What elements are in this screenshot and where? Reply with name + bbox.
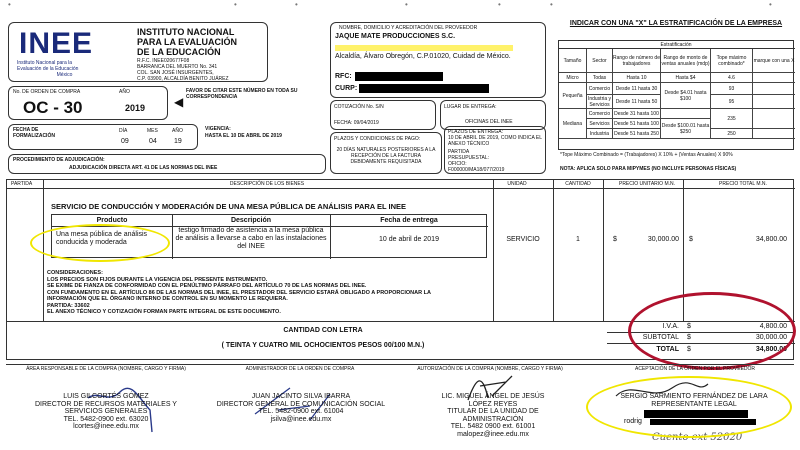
provider-name: JAQUE MATE PRODUCCIONES S.C. (335, 33, 456, 40)
vigencia-value: HASTA EL 10 DE ABRIL DE 2019 (205, 133, 282, 139)
amount-in-words-label: CANTIDAD CON LETRA (283, 327, 363, 334)
considerations (47, 270, 487, 316)
strat-cell: Desde 11 hasta 50 (613, 95, 661, 109)
month-label: MES (147, 128, 158, 134)
institution-address-line: BARRANCA DEL MUERTO No. 341 (137, 64, 218, 70)
signer-name: SERGIO SARMIENTO FERNÁNDEZ DE LARA (620, 393, 768, 400)
signer-name-cont: LÓPEZ REYES (468, 400, 518, 408)
scan-dot: • (8, 0, 11, 9)
delivery-place-label: LUGAR DE ENTREGA: (444, 104, 497, 110)
strat-cell (661, 109, 711, 119)
signer-phone: TEL. 5482-0900 ext. 63020 (63, 415, 149, 423)
procedure-box (8, 154, 326, 174)
signature-caption: ADMINISTRADOR DE LA ORDEN DE COMPRA (245, 366, 355, 372)
column-header: PARTIDA (11, 181, 33, 187)
strat-checkbox[interactable] (753, 83, 795, 95)
quote-box (330, 100, 436, 130)
considerations-title: CONSIDERACIONES: (47, 270, 103, 276)
subtable-header: Fecha de entrega (380, 217, 438, 224)
payment-terms-value: 20 DÍAS NATURALES POSTERIORES A LA RECEPCIÓN DE LA FACTURA DEBIDAMENTE REQUISITADA (336, 147, 436, 165)
delivery-terms-box (444, 126, 546, 174)
signer-title: REPRESENTANTE LEGAL (651, 400, 737, 408)
service-title: SERVICIO DE CONDUCCIÓN Y MODERACIÓN DE UNA MESA PÚBLICA DE ANÁLISIS PARA EL INEE (51, 202, 407, 211)
provider-rfc-label: RFC: (335, 73, 352, 80)
signature-caption: ÁREA RESPONSABLE DE LA COMPRA (NOMBRE, CARGO Y FIRMA) (26, 366, 186, 372)
strat-checkbox[interactable] (753, 73, 795, 83)
order-year-label: AÑO (119, 89, 130, 95)
unit-value: SERVICIO (506, 236, 540, 243)
quote-number: COTIZACIÓN No. S/N (334, 104, 384, 110)
day-value: 09 (121, 138, 129, 145)
strat-cell: Todas (587, 73, 613, 83)
table-rule (7, 188, 795, 189)
stratification-note: NOTA: APLICA SOLO PARA MIPYMES (NO INCLUYE PERSONAS FÍSICAS) (560, 166, 737, 172)
institution-name-line: INSTITUTO NACIONAL (137, 27, 235, 37)
signer-1 (6, 393, 206, 431)
logo-sub-line: Evaluación de la Educación (17, 66, 79, 72)
highlight-circle (586, 376, 792, 438)
scan-dot: • (234, 0, 237, 9)
amount-in-words: ( TEINTA Y CUATRO MIL OCHOCIENTOS PESOS 00/100 M.N.) (221, 342, 425, 349)
logo-sub-line: México (56, 72, 73, 78)
total-label: TOTAL (656, 346, 679, 353)
strat-cell: 235 (711, 109, 753, 129)
subtable-header: Descripción (230, 217, 272, 224)
strat-cell: Desde 31 hasta 100 (613, 109, 661, 119)
currency-symbol: $ (687, 334, 691, 341)
signer-email: malopez@inee.edu.mx (457, 430, 529, 438)
delivery-date: 10 de abril de 2019 (379, 236, 439, 243)
subtotal-label: SUBTOTAL (642, 334, 679, 341)
delivery-terms-value: 10 DE ABRIL DE 2019, COMO INDICA EL ANEXO TÉCNICO (448, 135, 542, 147)
payment-terms-box (330, 132, 442, 174)
month-value: 04 (149, 138, 157, 145)
subtable-header: Producto (96, 217, 128, 224)
currency-symbol: $ (687, 323, 691, 330)
strat-cell: Industria (587, 129, 613, 139)
provider-box (330, 22, 546, 98)
redaction-bar (359, 84, 489, 93)
table-rule (603, 180, 604, 321)
signer-3 (398, 393, 588, 438)
strat-cell: Mediana (559, 109, 587, 139)
stratification-subtitle: Estratificación (660, 42, 692, 48)
currency-symbol: $ (613, 236, 617, 243)
scan-dot: • (295, 0, 298, 9)
scan-dot: • (405, 0, 408, 9)
strat-cell: Hasta 10 (613, 73, 661, 83)
column-header: PRECIO TOTAL M.N. (719, 181, 767, 187)
provider-curp-label: CURP: (335, 85, 358, 92)
institution-name-line: PARA LA EVALUACIÓN (137, 37, 237, 47)
strat-header-cell: Tope máximo combinado* (711, 49, 753, 73)
logo-sub-line: Instituto Nacional para la (17, 60, 73, 66)
signer-name: LUIS GILCORTÉS GÓMEZ (63, 393, 149, 400)
total-price: 34,800.00 (755, 236, 787, 243)
consideration-line: CON FUNDAMENTO EN EL ARTÍCULO 86 DE LAS NORMAS DEL INEE, EL PRESTADOR DEL SERVICIO ESTARÁ OBLIGADO A PROPORCIONAR LA (47, 289, 431, 296)
formalization-box (8, 124, 198, 150)
institution-address (137, 58, 229, 82)
scan-edge (0, 0, 800, 10)
currency-symbol: $ (689, 236, 693, 243)
provider-address: Alcaldía, Álvaro Obregón, C.P.01020, Cuidad de México. (335, 53, 511, 60)
total-value: 34,800.00 (755, 346, 787, 353)
procedure-value: ADJUDICACIÓN DIRECTA ART. 41 DE LAS NORMAS DEL INEE (69, 165, 218, 171)
strat-cell: 4.6 (711, 73, 753, 83)
signer-title: SERVICIOS GENERALES (64, 408, 148, 415)
product-name: Una mesa pública de análisis conducida y moderada (56, 231, 148, 246)
strat-checkbox[interactable] (753, 95, 795, 109)
signer-title: ADMINISTRACIÓN (462, 415, 524, 423)
order-number-label: No. DE ORDEN DE COMPRA (13, 89, 81, 95)
strat-header-cell: Tamaño (559, 49, 587, 73)
delivery-place-value: OFICINAS DEL INEE (465, 119, 513, 125)
currency-symbol: $ (687, 346, 691, 353)
scan-dot: • (550, 0, 553, 9)
signer-email: jsilva@inee.edu.mx (270, 415, 332, 423)
table-rule (6, 364, 794, 365)
redaction-bar (355, 72, 443, 81)
strat-cell: Desde 11 hasta 30 (613, 83, 661, 95)
consideration-line: PARTIDA: 33602 (47, 302, 90, 309)
oficio-value: F000000/MA18/077/2019 (448, 167, 505, 173)
delivery-terms-label: PLAZOS DE ENTREGA: (448, 129, 504, 135)
iva-value: 4,800.00 (759, 323, 787, 330)
column-header: DESCRIPCIÓN DE LOS BIENES (229, 181, 305, 187)
consideration-line: LOS PRECIOS SON FIJOS DURANTE LA VIGENCIA DEL PRESENTE INSTRUMENTO. (47, 276, 268, 283)
signer-title: DIRECTOR DE RECURSOS MATERIALES Y (35, 400, 177, 408)
strat-header-cell: Rango de monto de ventas anuales (mdp) (661, 49, 711, 73)
payment-terms-label: PLAZOS Y CONDICIONES DE PAGO: (334, 136, 421, 142)
subtotal-value: 30,000.00 (755, 334, 787, 341)
stratification-table (558, 40, 794, 150)
year-value: 19 (174, 138, 182, 145)
table-rule (553, 180, 554, 321)
signer-email: lcortes@inee.edu.mx (73, 423, 139, 430)
strat-cell: Comercio (587, 109, 613, 119)
strat-cell: Desde $100.01 hasta $250 (661, 119, 711, 139)
stratification-note: *Tope Máximo Combinado = (Trabajadores) X 10% + (Ventas Anuales) X 90% (560, 152, 733, 158)
strat-cell: Hasta $4 (661, 73, 711, 83)
strat-cell: Micro (559, 73, 587, 83)
column-header: CANTIDAD (565, 181, 591, 187)
provider-header: NOMBRE, DOMICILIO Y ACREDITACIÓN DEL PROVEEDOR (339, 25, 478, 31)
strat-cell: Desde 51 hasta 250 (613, 129, 661, 139)
oficio-label: OFICIO: (448, 161, 467, 167)
strat-header-cell: Sector (587, 49, 613, 73)
strat-header-cell: Rango de número de trabajadores (613, 49, 661, 73)
formalization-label: FECHA DE FORMALIZACIÓN (13, 127, 55, 139)
unit-price: 30,000.00 (647, 236, 679, 243)
arrow-left-icon: ◀ (174, 95, 184, 109)
strat-cell: Servicios (587, 119, 613, 129)
strat-checkbox[interactable] (753, 129, 795, 139)
logo-subtitle (17, 60, 112, 78)
consideration-line: SE EXIME DE FIANZA DE CONFORMIDAD CON EL PENÚLTIMO PÁRRAFO DEL ARTÍCULO 70 DE LAS NORMAS DEL INEE. (47, 283, 367, 289)
strat-cell: 93 (711, 83, 753, 95)
stratification-title: INDICAR CON UNA "X" LA ESTRATIFICACIÓN DE LA EMPRESA (569, 20, 783, 27)
institution-rfc: R.F.C. INEE020677F08 (137, 58, 190, 64)
signer-2 (206, 393, 396, 423)
signature-caption: AUTORIZACIÓN DE LA COMPRA (NOMBRE, CARGO Y FIRMA) (417, 366, 563, 372)
inee-logo: INEE (19, 27, 94, 60)
signature-caption: ACEPTACIÓN DE LA ORDEN POR EL PROVEEDOR (634, 366, 756, 372)
institution-box (8, 22, 268, 82)
strat-cell: Pequeña (559, 83, 587, 109)
institution-address-line: C.P. 03900, ALCALDÍA BENITO JUÁREZ (137, 76, 229, 82)
strat-cell: Desde $4.01 hasta $100 (661, 83, 711, 109)
strat-cell: Industria y Servicios (587, 95, 612, 108)
signer-title: DIRECTOR GENERAL DE COMUNICACIÓN SOCIAL (216, 400, 386, 408)
strat-cell: 95 (711, 95, 753, 109)
institution-address-line: COL. SAN JOSÉ INSURGENTES, (137, 70, 214, 76)
budget-line-label: PARTIDA PRESUPUESTAL: (448, 149, 490, 161)
day-label: DÍA (119, 128, 128, 134)
product-description: testigo firmado de asistencia a la mesa pública de análisis a llevarse a cabo en las instalaciones del INEE (175, 227, 327, 250)
signer-title: TITULAR DE LA UNIDAD DE (447, 408, 539, 415)
institution-name (137, 27, 237, 57)
signer-phone: TEL. 5482-0900 ext. 61004 (258, 408, 344, 415)
table-rule (172, 215, 173, 259)
signer-email: rodrig (624, 418, 642, 425)
iva-label: I.V.A. (662, 323, 679, 330)
strat-checkbox[interactable] (753, 109, 795, 129)
order-year: 2019 (125, 103, 146, 113)
signer-name: LIC. MIGUEL ÁNGEL DE JESÚS (441, 393, 545, 400)
annotation-circle (628, 292, 796, 370)
table-rule (493, 180, 494, 321)
scan-dot: • (769, 0, 772, 9)
procedure-label: PROCEDIMIENTO DE ADJUDICACIÓN: (13, 157, 105, 163)
consideration-line: INFORMACIÓN QUE EL ÓRGANO INTERNO DE CONTROL EN SU MOMENTO LE REQUIERA. (47, 296, 288, 302)
handwritten-note: Cuento ext 52020 (652, 432, 743, 443)
strat-cell: Comercio (587, 83, 613, 95)
column-header: UNIDAD (507, 181, 527, 187)
strat-cell: Desde 51 hasta 100 (613, 119, 661, 129)
strat-cell: 250 (711, 129, 753, 139)
signer-phone: TEL. 5482 0900 ext. 61001 (450, 423, 536, 430)
quantity-value: 1 (576, 236, 580, 243)
quote-date: FECHA: 09/04/2019 (334, 120, 379, 126)
strat-header-cell: marque con una X (753, 49, 795, 73)
scan-dot: • (498, 0, 501, 9)
institution-name-line: DE LA EDUCACIÓN (137, 47, 221, 57)
order-number: OC - 30 (23, 98, 83, 117)
signer-name: JUAN JACINTO SILVA IBARRA (251, 393, 351, 400)
column-header: PRECIO UNITARIO M.N. (618, 181, 676, 187)
year-label: AÑO (172, 128, 183, 134)
consideration-line: EL ANEXO TÉCNICO Y COTIZACIÓN FORMAN PARTE INTEGRAL DE ESTE DOCUMENTO. (47, 309, 281, 315)
highlight-mark (335, 45, 513, 51)
highlight-circle (30, 224, 170, 262)
cite-notice: FAVOR DE CITAR ESTE NÚMERO EN TODA SU CORRESPONDENCIA (186, 88, 298, 100)
vigencia-label: VIGENCIA: (205, 126, 231, 132)
order-number-box (8, 86, 168, 120)
